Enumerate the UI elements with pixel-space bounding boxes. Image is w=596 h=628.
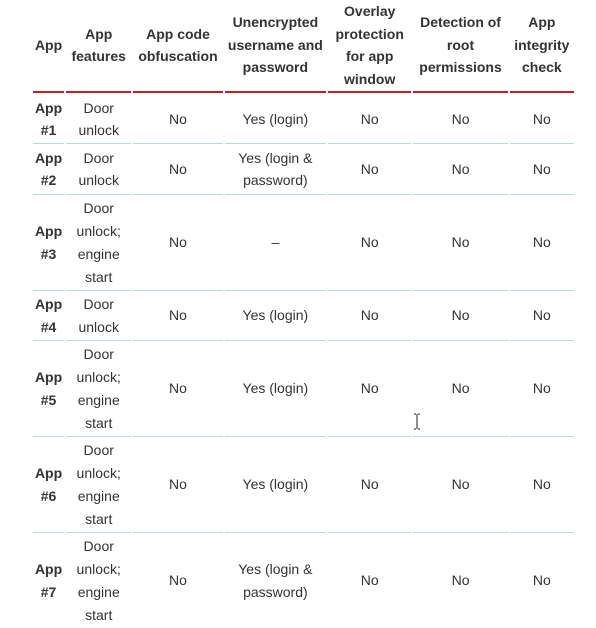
cell-integrity: No xyxy=(510,533,574,628)
cell-obfuscation: No xyxy=(133,341,222,437)
cell-app: App #2 xyxy=(33,144,64,195)
cell-obfuscation: No xyxy=(133,195,222,291)
cell-features: Door unlock xyxy=(66,144,131,195)
cell-obfuscation: No xyxy=(133,437,222,533)
app-security-comparison-table xyxy=(31,0,576,628)
cell-integrity: No xyxy=(510,95,574,144)
cell-overlay: No xyxy=(328,437,411,533)
cell-overlay: No xyxy=(328,195,411,291)
cell-overlay: No xyxy=(328,291,411,341)
cell-obfuscation: No xyxy=(133,95,222,144)
cell-obfuscation: No xyxy=(133,144,222,195)
cell-integrity: No xyxy=(510,341,574,437)
cell-integrity: No xyxy=(510,291,574,341)
header-root-detection: Detection of root permissions xyxy=(413,0,507,93)
cell-obfuscation: No xyxy=(133,291,222,341)
cell-integrity: No xyxy=(510,144,574,195)
cell-app: App #1 xyxy=(33,95,64,144)
cell-features: Door unlock; engine start xyxy=(66,195,131,291)
cell-credentials: Yes (login & password) xyxy=(225,533,326,628)
header-code-obfuscation: App code obfuscation xyxy=(133,0,222,93)
cell-app: App #6 xyxy=(33,437,64,533)
comparison-table-container xyxy=(33,0,574,628)
table-row xyxy=(33,144,574,195)
cell-root: No xyxy=(413,95,507,144)
cell-features: Door unlock xyxy=(66,291,131,341)
table-row xyxy=(33,437,574,533)
cell-overlay: No xyxy=(328,341,411,437)
header-app-features: App features xyxy=(66,0,131,93)
cell-credentials: Yes (login & password) xyxy=(225,144,326,195)
cell-app: App #7 xyxy=(33,533,64,628)
text-cursor-icon xyxy=(413,413,421,430)
cell-features: Door unlock; engine start xyxy=(66,341,131,437)
cell-app: App #4 xyxy=(33,291,64,341)
cell-overlay: No xyxy=(328,95,411,144)
cell-root: No xyxy=(413,437,507,533)
cell-features: Door unlock; engine start xyxy=(66,533,131,628)
cell-overlay: No xyxy=(328,144,411,195)
header-unencrypted-credentials: Unencrypted username and password xyxy=(225,0,326,93)
cell-credentials: Yes (login) xyxy=(225,437,326,533)
cell-obfuscation: No xyxy=(133,533,222,628)
cell-root: No xyxy=(413,144,507,195)
cell-credentials: Yes (login) xyxy=(225,341,326,437)
cell-root: No xyxy=(413,291,507,341)
header-integrity-check: App integrity check xyxy=(510,0,574,93)
table-row xyxy=(33,95,574,144)
cell-root: No xyxy=(413,533,507,628)
cell-app: App #5 xyxy=(33,341,64,437)
cell-credentials: Yes (login) xyxy=(225,291,326,341)
table-row xyxy=(33,291,574,341)
header-overlay-protection: Overlay protection for app window xyxy=(328,0,411,93)
cell-integrity: No xyxy=(510,195,574,291)
cell-credentials: Yes (login) xyxy=(225,95,326,144)
table-row xyxy=(33,341,574,437)
table-row xyxy=(33,533,574,628)
cell-root: No xyxy=(413,195,507,291)
cell-integrity: No xyxy=(510,437,574,533)
cell-features: Door unlock xyxy=(66,95,131,144)
header-row xyxy=(33,0,574,93)
table-row xyxy=(33,195,574,291)
cell-root: No xyxy=(413,341,507,437)
header-app: App xyxy=(33,0,64,93)
table-body xyxy=(33,93,574,628)
cell-features: Door unlock; engine start xyxy=(66,437,131,533)
cell-app: App #3 xyxy=(33,195,64,291)
cell-overlay: No xyxy=(328,533,411,628)
table-header xyxy=(33,0,574,93)
cell-credentials: – xyxy=(225,195,326,291)
